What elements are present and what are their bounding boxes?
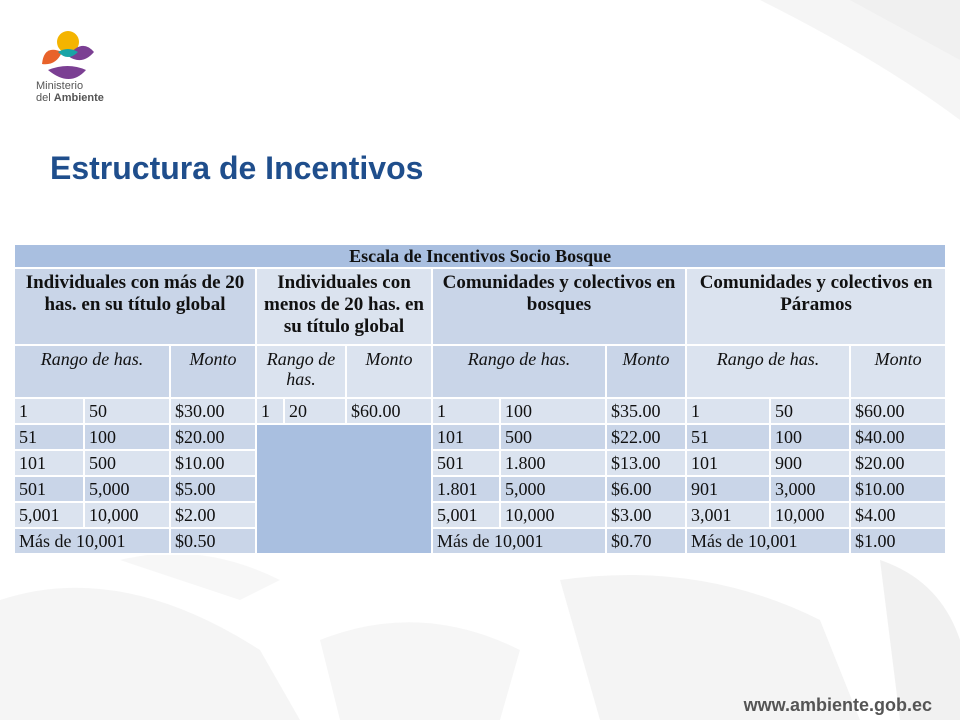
group-header: Comunidades y colectivos en Páramos — [686, 268, 946, 345]
table-cell: 10,000 — [500, 502, 606, 528]
table-cell: 5,000 — [84, 476, 170, 502]
table-cell: 100 — [770, 424, 850, 450]
table-cell: 101 — [432, 424, 500, 450]
table-cell: $1.00 — [850, 528, 946, 554]
column-header-amount: Monto — [346, 345, 432, 398]
column-header-amount: Monto — [606, 345, 686, 398]
table-cell: $10.00 — [850, 476, 946, 502]
table-cell: 10,000 — [84, 502, 170, 528]
table-cell: $4.00 — [850, 502, 946, 528]
table-cell: 5,001 — [432, 502, 500, 528]
table-cell: $22.00 — [606, 424, 686, 450]
table-cell: 101 — [686, 450, 770, 476]
table-cell: $6.00 — [606, 476, 686, 502]
table-cell: $0.50 — [170, 528, 256, 554]
table-cell: 51 — [686, 424, 770, 450]
table-cell: $40.00 — [850, 424, 946, 450]
table-cell: 20 — [284, 398, 346, 424]
table-cell: 500 — [84, 450, 170, 476]
column-header-amount: Monto — [850, 345, 946, 398]
table-cell: 500 — [500, 424, 606, 450]
table-row — [14, 424, 946, 450]
column-header-amount: Monto — [170, 345, 256, 398]
table-cell: 3,000 — [770, 476, 850, 502]
table-cell: 1 — [686, 398, 770, 424]
table-cell: $2.00 — [170, 502, 256, 528]
group-header: Individuales con menos de 20 has. en su título global — [256, 268, 432, 345]
table-cell: 10,000 — [770, 502, 850, 528]
table-cell: $20.00 — [170, 424, 256, 450]
group-header: Individuales con más de 20 has. en su título global — [14, 268, 256, 345]
column-header-range: Rango de has. — [432, 345, 606, 398]
page-title: Estructura de Incentivos — [50, 150, 424, 186]
incentives-table — [13, 243, 947, 555]
table-cell: $30.00 — [170, 398, 256, 424]
table-cell: $10.00 — [170, 450, 256, 476]
table-cell: $5.00 — [170, 476, 256, 502]
table-cell: $60.00 — [346, 398, 432, 424]
table-cell: 1 — [256, 398, 284, 424]
table-cell: 100 — [84, 424, 170, 450]
table-cell: $35.00 — [606, 398, 686, 424]
table-cell: Más de 10,001 — [432, 528, 606, 554]
empty-block — [256, 424, 432, 554]
table-cell: 5,001 — [14, 502, 84, 528]
table-cell: $20.00 — [850, 450, 946, 476]
table-row — [14, 476, 946, 502]
table-cell: 51 — [14, 424, 84, 450]
logo-text: Ministerio del Ambiente — [36, 80, 104, 104]
table-title: Escala de Incentivos Socio Bosque — [14, 244, 946, 268]
table-cell: 50 — [84, 398, 170, 424]
table-cell: 901 — [686, 476, 770, 502]
column-header-range: Rango de has. — [686, 345, 850, 398]
table-cell: 1 — [14, 398, 84, 424]
table-cell: 100 — [500, 398, 606, 424]
table-cell: 1.800 — [500, 450, 606, 476]
table-cell: Más de 10,001 — [686, 528, 850, 554]
column-header-range: Rango de has. — [256, 345, 346, 398]
table-cell: Más de 10,001 — [14, 528, 170, 554]
table-row — [14, 398, 946, 424]
table-cell: 1 — [432, 398, 500, 424]
table-cell: 5,000 — [500, 476, 606, 502]
table-cell: $13.00 — [606, 450, 686, 476]
table-cell: $60.00 — [850, 398, 946, 424]
table-cell: 50 — [770, 398, 850, 424]
table-cell: $3.00 — [606, 502, 686, 528]
table-cell: 501 — [432, 450, 500, 476]
table-row — [14, 450, 946, 476]
table-cell: 900 — [770, 450, 850, 476]
column-header-range: Rango de has. — [14, 345, 170, 398]
table-cell: $0.70 — [606, 528, 686, 554]
table-row — [14, 502, 946, 528]
table-cell: 101 — [14, 450, 84, 476]
group-header: Comunidades y colectivos en bosques — [432, 268, 686, 345]
table-row — [14, 528, 946, 554]
table-cell: 501 — [14, 476, 84, 502]
table-cell: 3,001 — [686, 502, 770, 528]
footer-url: www.ambiente.gob.ec — [743, 695, 932, 715]
table-cell: 1.801 — [432, 476, 500, 502]
